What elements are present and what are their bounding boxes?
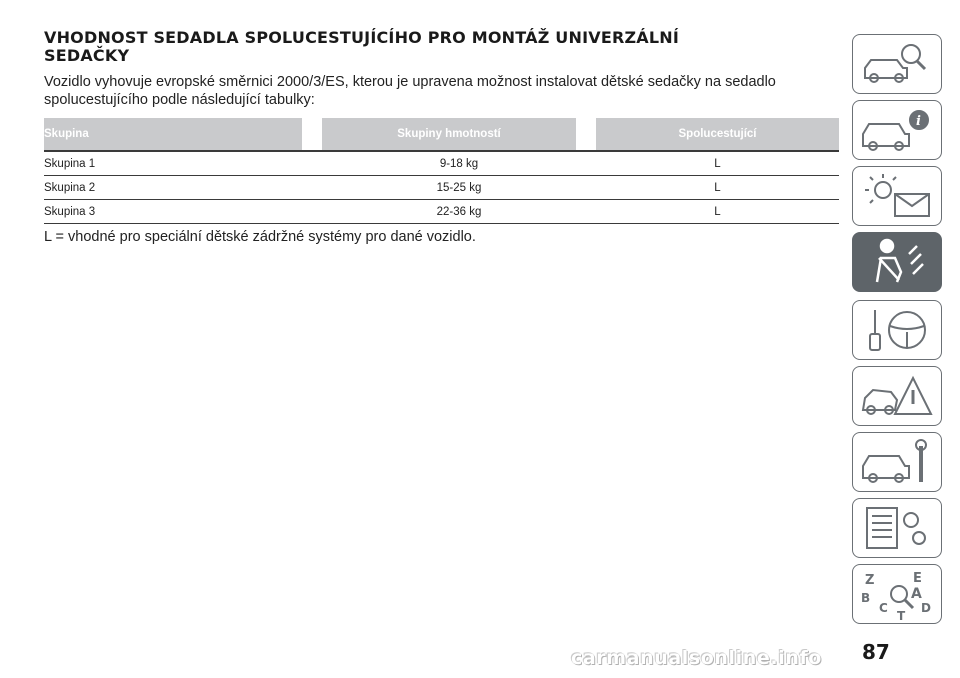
index-letter: C — [879, 601, 888, 615]
car-emergency-triangle-icon — [857, 370, 937, 422]
cell-group: Skupina 2 — [44, 181, 96, 194]
chapter-tab-warning-lights[interactable] — [852, 166, 942, 226]
warning-light-message-icon — [857, 170, 937, 222]
heading-line-1: VHODNOST SEDADLA SPOLUCESTUJÍCÍHO PRO MONTÁŽ UNIVERZÁLNÍ — [44, 28, 679, 47]
chapter-tab-maintenance[interactable] — [852, 432, 942, 492]
cell-weight: 9-18 kg — [439, 157, 479, 170]
chapter-tab-index[interactable] — [852, 564, 942, 624]
chapter-tab-technical-data[interactable] — [852, 498, 942, 558]
header-group: Skupina — [44, 118, 302, 150]
key-steering-wheel-icon — [857, 304, 937, 356]
intro-line-1: Vozidlo vyhovuje evropské směrnici 2000/3/ES, kterou je upravena možnost instalovat dětské sedačky na sedadlo — [44, 74, 776, 90]
index-letter: E — [913, 571, 922, 586]
chapter-tab-getting-to-know[interactable] — [852, 100, 942, 160]
alphabet-index-icon — [857, 568, 937, 620]
child-seat-suitability-table — [44, 118, 839, 224]
index-letter: D — [921, 601, 931, 615]
car-search-icon — [857, 38, 937, 90]
chapter-tab-safety[interactable] — [852, 232, 942, 292]
intro-paragraph — [44, 73, 824, 109]
table-header — [44, 118, 839, 152]
index-letter: B — [861, 591, 871, 605]
header-weight-group: Skupiny hmotností — [322, 118, 576, 150]
chapter-tab-vehicle-overview[interactable] — [852, 34, 942, 94]
table-row — [44, 152, 839, 176]
chapter-tab-starting-driving[interactable] — [852, 300, 942, 360]
heading-line-2: SEDAČKY — [44, 46, 130, 65]
cell-suitability: L — [714, 205, 721, 218]
cell-suitability: L — [714, 157, 721, 170]
index-letter: Z — [865, 573, 875, 588]
index-letter: T — [897, 609, 906, 620]
car-info-icon — [857, 104, 937, 156]
cell-group: Skupina 3 — [44, 205, 96, 218]
cell-weight: 22-36 kg — [436, 205, 482, 218]
seat-belt-airbag-icon — [857, 236, 937, 288]
chapter-tab-emergency[interactable] — [852, 366, 942, 426]
spec-sheet-gears-icon — [857, 502, 937, 554]
cell-group: Skupina 1 — [44, 157, 96, 170]
header-passenger: Spolucestující — [596, 118, 839, 150]
svg-text:i: i — [916, 114, 921, 129]
legend-note: L = vhodné pro speciální dětské zádržné systémy pro dané vozidlo. — [44, 229, 476, 245]
table-row — [44, 176, 839, 200]
cell-weight: 15-25 kg — [436, 181, 482, 194]
car-wrench-icon — [857, 436, 937, 488]
page-number: 87 — [862, 640, 890, 664]
section-heading — [44, 29, 804, 65]
watermark: carmanualsonline.info — [571, 647, 822, 669]
index-letter: A — [911, 586, 922, 602]
intro-line-2: spolucestujícího podle následující tabulky: — [44, 92, 315, 108]
cell-suitability: L — [714, 181, 721, 194]
table-row — [44, 200, 839, 224]
